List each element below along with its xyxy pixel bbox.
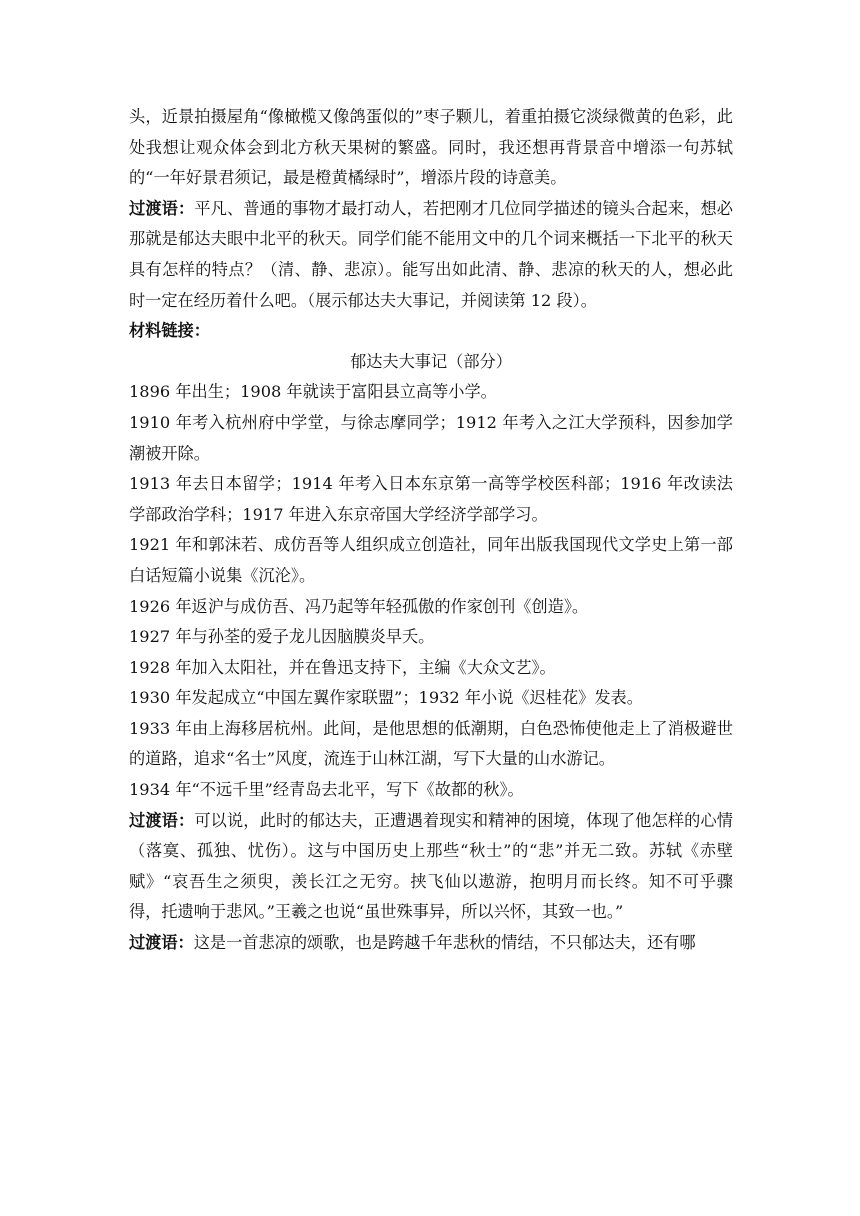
chronicle-item: 1921 年和郭沫若、成仿吾等人组织成立创造社，同年出版我国现代文学史上第一部白话短篇小说集《沉沦》。 [129, 535, 733, 585]
transition-text: 平凡、普通的事物才最打动人，若把刚才几位同学描述的镜头合起来，想必那就是郁达夫眼中北平的秋天。同学们能不能用文中的几个词来概括一下北平的秋天具有怎样的特点？（清、静、悲凉）。能写出如此清、静、悲凉的秋天的人，想必此时一定在经历着什么吧。（展示郁达夫大事记，并阅读第 12 段）。 [129, 198, 733, 310]
transition-paragraph-1 [129, 194, 733, 316]
transition-label: 过渡语： [129, 933, 194, 953]
chronicle-item: 1896 年出生；1908 年就读于富阳县立高等小学。 [129, 382, 497, 402]
chronicle-item: 1926 年返沪与成仿吾、冯乃起等年轻孤傲的作家创刊《创造》。 [129, 596, 589, 616]
chronicle-title: 郁达夫大事记（部分） [350, 351, 512, 371]
chronicle-item: 1910 年考入杭州府中学堂，与徐志摩同学；1912 年考入之江大学预科，因参加学潮被开除。 [129, 412, 733, 463]
transition-text: 这是一首悲凉的颂歌，也是跨越千年悲秋的情结，不只郁达夫，还有哪 [193, 933, 696, 953]
transition-label: 过渡语： [129, 810, 195, 830]
chronicle-item: 1933 年由上海移居杭州。此间，是他思想的低潮期，白色恐怖使他走上了消极避世的道路，追求“名士”风度，流连于山林江湖，写下大量的山水游记。 [129, 718, 733, 769]
transition-label: 过渡语： [129, 198, 195, 218]
intro-paragraph: 头，近景拍摄屋角“像橄榄又像鸽蛋似的”枣子颗儿，着重拍摄它淡绿微黄的色彩，此处我想让观众体会到北方秋天果树的繁盛。同时，我还想再背景音中增添一句苏轼的“一年好景君须记，最是橙黄橘绿时”，增添片段的诗意美。 [129, 107, 733, 188]
transition-paragraph-2 [129, 806, 733, 928]
chronicle-item: 1930 年发起成立“中国左翼作家联盟”；1932 年小说《迟桂花》发表。 [129, 688, 643, 708]
document-page [129, 102, 733, 959]
transition-text: 可以说，此时的郁达夫，正遭遇着现实和精神的困境，体现了他怎样的心情（落寞、孤独、忧伤）。这与中国历史上那些“秋士”的“悲”并无二致。苏轼《赤壁赋》“哀吾生之须臾，羡长江之无穷。挟飞仙以遨游，抱明月而长终。知不可乎骤得，托遗响于悲风。”王羲之也说“虽世殊事异，所以兴怀，其致一也。” [129, 810, 733, 922]
chronicle-item: 1927 年与孙荃的爱子龙儿因脑膜炎早夭。 [129, 627, 435, 647]
chronicle-item: 1928 年加入太阳社，并在鲁迅支持下，主编《大众文艺》。 [129, 657, 556, 677]
transition-paragraph-3 [129, 928, 733, 959]
material-heading: 材料链接： [129, 321, 210, 341]
chronicle-item: 1913 年去日本留学；1914 年考入日本东京第一高等学校医科部；1916 年改读法学部政治学科；1917 年进入东京帝国大学经济学部学习。 [129, 474, 733, 524]
chronicle-item: 1934 年“不远千里”经青岛去北平，写下《故都的秋》。 [129, 780, 524, 800]
